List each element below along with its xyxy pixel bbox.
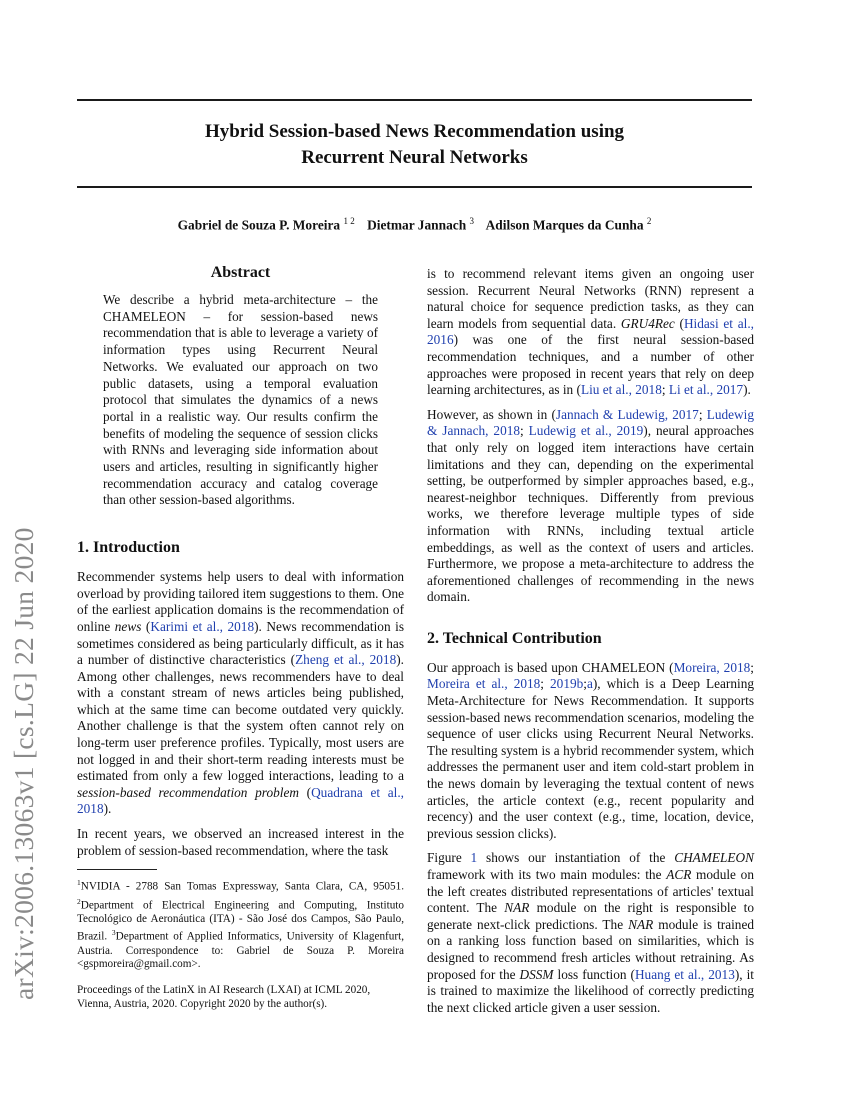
- section-heading-introduction: 1. Introduction: [77, 539, 180, 557]
- author-list: [77, 216, 752, 233]
- citation-link[interactable]: Karimi et al., 2018: [150, 618, 255, 634]
- right-paragraph-4: Figure 1 shows our instantiation of the CHAMELEON framework with its two main modules: the ACR module on the left creates distributed representations of articles' textual content. The NAR module on the right is responsible to generate next-click predictions. The NAR module is trained on a ranking loss function based on similarities, which is designed to recommend fresh articles without retraining. As proposed for the DSSM loss function (Huang et al., 2013), it is trained to maximize the likelihood of correctly predicting the next clicked article given a user session.: [427, 850, 755, 1015]
- arxiv-stamp: arXiv:2006.13063v1 [cs.LG] 22 Jun 2020: [8, 527, 39, 1000]
- intro-paragraph-1: Recommender systems help users to deal with information overload by providing tailored item suggestions to them. One of the earliest application domains is the recommendation of online news (Karimi et al., 2018). News recommendation is sometimes considered as being particularly difficult, as it has a number of distinctive characteristics (Zheng et al., 2018). Among other challenges, news recommenders have to deal with a constant stream of news articles being published, which at the same time can become outdated very quickly. Another challenge is that the system often cannot rely on long-term user preference profiles. Typically, most users are not logged in and their short-term reading interests must be estimated from only a few logged interactions, leading to a session-based recommendation problem (Quadrana et al., 2018).: [77, 569, 404, 817]
- citation-link[interactable]: Hidasi et al., 2016: [427, 315, 754, 348]
- author-affiliation: 2: [646, 216, 652, 226]
- section-heading-technical-contribution: 2. Technical Contribution: [427, 629, 602, 647]
- author-affiliation: 1 2: [343, 216, 355, 226]
- paper-title-line-1: Hybrid Session-based News Recommendation using: [204, 121, 625, 142]
- emphasis-news: news: [114, 618, 142, 634]
- citation-link[interactable]: Huang et al., 2013: [634, 966, 735, 982]
- proceedings-note: Proceedings of the LatinX in AI Research (LXAI) at ICML 2020, Vienna, Austria, 2020. Copyright 2020 by the author(s).: [77, 984, 371, 1010]
- title-top-rule: [77, 99, 752, 101]
- footnote-rule: [77, 869, 157, 870]
- citation-link[interactable]: Li et al., 2017: [668, 382, 744, 398]
- citation-link[interactable]: Moreira et al., 2018: [427, 676, 541, 692]
- emphasis-session-based: session-based recommendation problem: [77, 784, 299, 800]
- citation-link[interactable]: 2019b: [550, 676, 584, 692]
- emphasis-gru4rec: GRU4Rec: [620, 315, 675, 331]
- author-name: Dietmar Jannach: [367, 217, 467, 233]
- citation-link[interactable]: Jannach & Ludewig, 2017: [555, 406, 699, 422]
- author-name: Adilson Marques da Cunha: [485, 217, 644, 233]
- left-column: [77, 262, 404, 1011]
- author-affiliation: 3: [469, 216, 475, 226]
- citation-link[interactable]: Ludewig & Jannach, 2018: [427, 406, 754, 439]
- abstract-text: We describe a hybrid meta-architecture – the CHAMELEON – for session-based news recommendation that is able to leverage a variety of information types using Recurrent Neural Networks. We evaluated our approach on two public datasets, using a temporal evaluation protocol that simulates the dynamics of a news portal in a realistic way. Our results confirm the benefits of modeling the sequence of session clicks with RNNs and leveraging side information about users and articles, resulting in significantly higher recommendation accuracy and catalog coverage than other session-based algorithms.: [103, 292, 378, 508]
- citation-link[interactable]: a: [586, 676, 593, 692]
- citation-link[interactable]: Moreira, 2018: [673, 659, 751, 675]
- citation-link[interactable]: Liu et al., 2018: [580, 382, 662, 398]
- author-name: Gabriel de Souza P. Moreira: [177, 217, 341, 233]
- right-paragraph-2: However, as shown in (Jannach & Ludewig, 2017; Ludewig & Jannach, 2018; Ludewig et al., 2019), neural approaches that only rely on logged item interactions have certain limitations and they can, depending on the experimental setting, be outperformed by simpler approaches based, e.g., nearest-neighbor techniques. Differently from previous works, we therefore leverage multiple types of side information with RNNs, including textual article embeddings, as well as the context of users and articles. Furthermore, we propose a meta-architecture to address the aforementioned challenges of recommending in the news domain.: [427, 406, 754, 605]
- title-bottom-rule: [77, 186, 752, 188]
- citation-link[interactable]: Ludewig et al., 2019: [528, 423, 644, 439]
- abstract-heading: Abstract: [210, 264, 271, 281]
- affiliation-footnote: $^1$NVIDIA - 2788 San Tomas Expressway, Santa Clara, CA, 95051. $^2$Department of Electrical Engineering and Computing, Instituto Tecnológico de Aeronáutica (ITA) - São José dos Campos, São Paulo, Brazil. $^3$Department of Applied Informatics, University of Klagenfurt, Austria. Correspondence to: Gabriel de Souza P. Moreira <gspmoreira@gmail.com>.: [77, 878, 404, 971]
- figure-reference-link[interactable]: 1: [470, 850, 478, 866]
- intro-paragraph-2: In recent years, we observed an increased interest in the problem of session-based recommendation, where the task: [77, 826, 404, 858]
- citation-link[interactable]: Quadrana et al., 2018: [77, 784, 404, 817]
- right-column: [427, 266, 754, 1016]
- citation-link[interactable]: Zheng et al., 2018: [295, 652, 397, 668]
- right-paragraph-3: Our approach is based upon CHAMELEON (Moreira, 2018; Moreira et al., 2018; 2019b;a), which is a Deep Learning Meta-Architecture for News Recommendation. It supports session-based news recommendation scenarios, modeling the sequence of user clicks using Recurrent Neural Networks. The resulting system is a hybrid recommender system, which addresses the permanent user and item cold-start problem in the news domain by leveraging the textual content of news articles, the article context (e.g., recent popularity and recency) and the user context (e.g., time, location, device, previous session clicks).: [427, 659, 754, 841]
- paper-title-line-2: Recurrent Neural Networks: [301, 147, 528, 168]
- right-paragraph-1: is to recommend relevant items given an ongoing user session. Recurrent Neural Networks (RNN) represent a natural choice for sequence prediction tasks, as they can learn models from sequential data. GRU4Rec (Hidasi et al., 2016) was one of the first neural session-based recommendation techniques, and a number of other approaches were proposed in recent years that rely on deep learning architectures, as in (Liu et al., 2018; Li et al., 2017).: [427, 266, 754, 398]
